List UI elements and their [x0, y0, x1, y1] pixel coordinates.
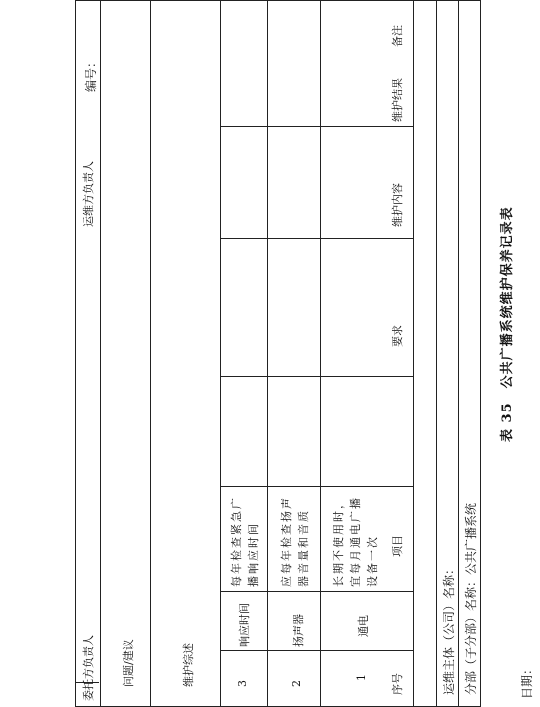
form-title: 表 35 公共广播系统维护保养记录表 — [500, 206, 515, 442]
subdivision-name: 分部（子分部）名称：公共广播系统 — [464, 502, 478, 695]
row-seq: 1 — [355, 674, 368, 681]
row-item: 扬声器 — [292, 614, 305, 647]
number-label: 编号： — [84, 55, 98, 92]
row-requirement: 应每年检查扬声器音量和音质 — [280, 496, 310, 587]
header-item: 项目 — [391, 535, 404, 557]
issues-label: 问题/建议 — [122, 639, 135, 687]
row-item: 响应时间 — [238, 603, 251, 647]
header-content: 维护内容 — [391, 183, 404, 227]
row-item: 通电 — [357, 615, 370, 637]
row-seq: 2 — [290, 680, 303, 687]
maintainer-name: 运维主体（公司）名称： — [442, 562, 456, 695]
header-requirement: 要求 — [391, 325, 404, 347]
date-label: 日期： — [520, 662, 534, 699]
operator-signer-label: 运维方负责人 — [82, 161, 95, 227]
row-requirement: 每年检查紧急广播响应时间 — [230, 496, 260, 587]
header-seq: 序号 — [391, 673, 404, 695]
row-requirement: 长期不使用时，宜每月通电广播设备一次 — [332, 496, 379, 587]
summary-label: 维护综述 — [182, 643, 195, 687]
header-result: 维护结果 — [391, 78, 404, 122]
client-signer-label: 委托方负责人 — [82, 635, 95, 701]
header-remarks: 备注 — [391, 25, 404, 47]
row-seq: 3 — [236, 680, 249, 687]
